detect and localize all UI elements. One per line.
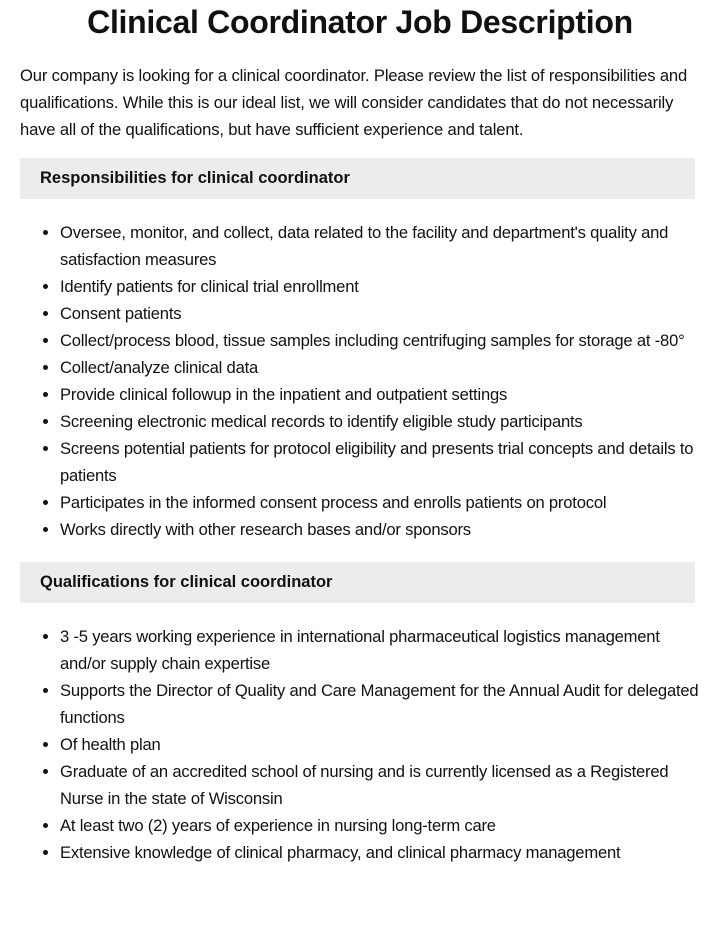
list-item: • Provide clinical followup in the inpatient and outpatient settings <box>60 381 700 408</box>
list-item: • Consent patients <box>60 300 700 327</box>
list-item: • Participates in the informed consent process and enrolls patients on protocol <box>60 489 700 516</box>
list-item: • Collect/process blood, tissue samples including centrifuging samples for storage at -80° <box>60 327 700 354</box>
list-item: • Collect/analyze clinical data <box>60 354 700 381</box>
list-item: • Screens potential patients for protocol eligibility and presents trial concepts and details to patients <box>60 435 700 489</box>
list-item: • Graduate of an accredited school of nursing and is currently licensed as a Registered Nurse in the state of Wisconsin <box>60 758 700 812</box>
page-title: Clinical Coordinator Job Description <box>87 4 633 40</box>
list-item: • 3 -5 years working experience in international pharmaceutical logistics management and/or supply chain expertise <box>60 623 700 677</box>
list-item: • Of health plan <box>60 731 700 758</box>
qualifications-list <box>0 623 700 866</box>
qualifications-heading: Qualifications for clinical coordinator <box>20 562 695 603</box>
responsibilities-heading: Responsibilities for clinical coordinator <box>20 158 695 199</box>
list-item: • Oversee, monitor, and collect, data related to the facility and department's quality and satisfaction measures <box>60 219 700 273</box>
list-item: • Supports the Director of Quality and Care Management for the Annual Audit for delegated functions <box>60 677 700 731</box>
list-item: • At least two (2) years of experience in nursing long-term care <box>60 812 700 839</box>
list-item: • Identify patients for clinical trial enrollment <box>60 273 700 300</box>
intro-paragraph: Our company is looking for a clinical coordinator. Please review the list of responsibilities and qualifications. While this is our ideal list, we will consider candidates that do not necessarily have all of the qualifications, but have sufficient experience and talent. <box>20 66 688 139</box>
list-item: • Extensive knowledge of clinical pharmacy, and clinical pharmacy management <box>60 839 700 866</box>
list-item: • Screening electronic medical records to identify eligible study participants <box>60 408 700 435</box>
responsibilities-list <box>0 219 700 543</box>
list-item: • Works directly with other research bases and/or sponsors <box>60 516 700 543</box>
